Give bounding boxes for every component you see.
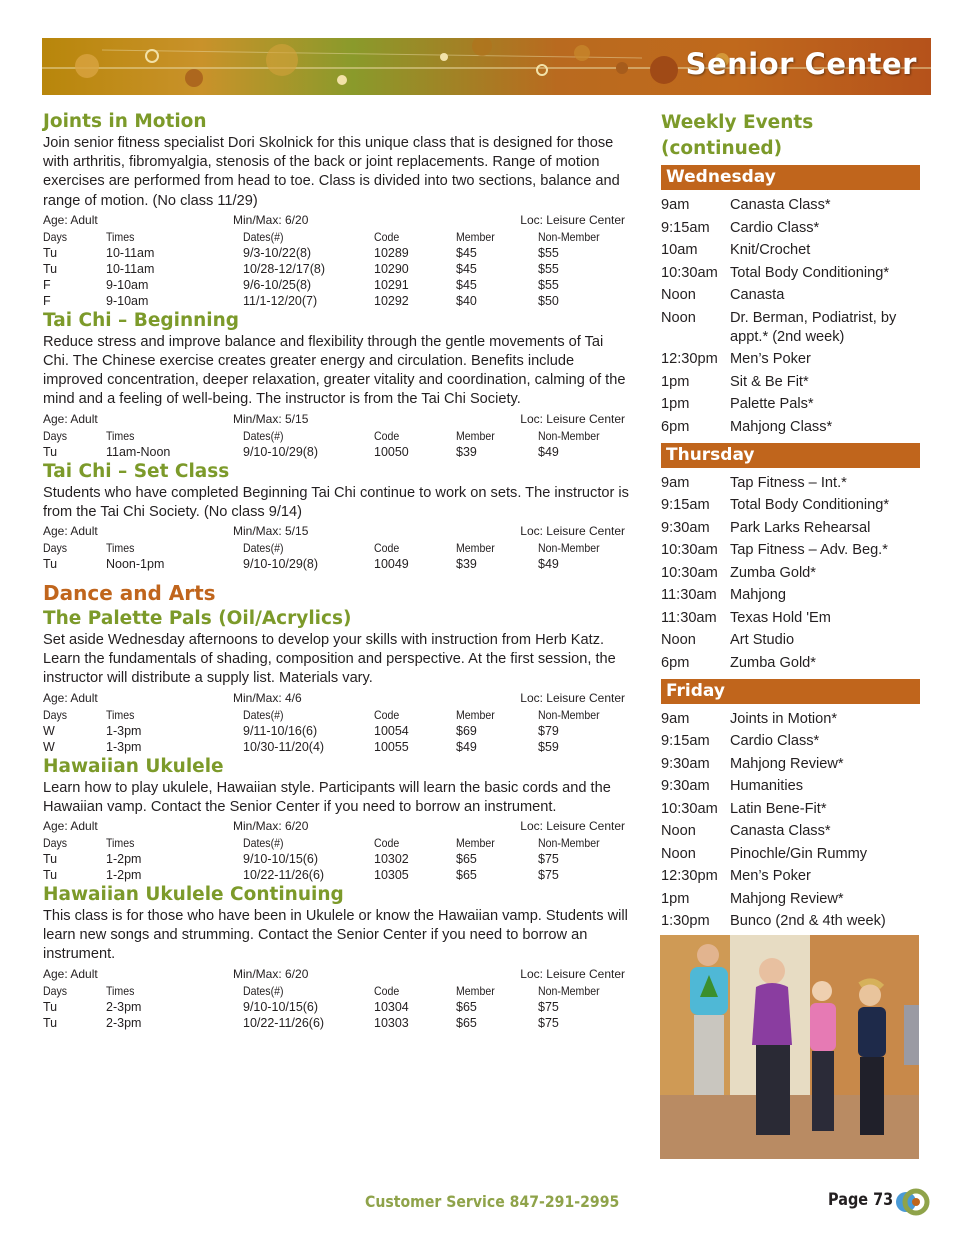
cell-times: 11am-Noon	[106, 444, 171, 459]
column-header-nonmember: Non-Member	[538, 707, 600, 722]
event-time: 10:30am	[661, 800, 718, 817]
course-description: This class is for those who have been in Ukulele or know the Hawaiian vamp. Students will learn new songs and strumming. Contact the Senior Center if you need to borrow an instrument.	[43, 908, 628, 963]
course-title: Tai Chi – Beginning	[43, 309, 240, 331]
course-location: Loc: Leisure Center	[520, 524, 625, 539]
column-header-dates: Dates(#)	[243, 428, 284, 443]
course-age: Age: Adult	[43, 524, 98, 539]
cell-nonmember: $75	[538, 1015, 559, 1030]
event-time: 1pm	[661, 890, 690, 907]
schedule-header-row	[43, 707, 633, 723]
cell-times: 1-3pm	[106, 723, 142, 738]
column-header-code: Code	[374, 541, 400, 556]
event-time: 9:30am	[661, 519, 710, 536]
cell-code: 10290	[374, 261, 409, 276]
event-name: Zumba Gold*	[730, 654, 816, 671]
course-listings	[43, 110, 633, 1031]
cell-member: $45	[456, 277, 477, 292]
cell-nonmember: $59	[538, 739, 559, 754]
column-header-nonmember: Non-Member	[538, 983, 600, 998]
event-name: Men’s Poker	[730, 868, 811, 884]
course-title: The Palette Pals (Oil/Acrylics)	[43, 608, 352, 630]
cell-dates: 9/10-10/15(6)	[243, 999, 319, 1014]
table-row	[43, 851, 633, 867]
table-row	[43, 739, 633, 755]
event-name: Art Studio	[730, 632, 795, 648]
cell-code: 10292	[374, 293, 409, 308]
event-name: Knit/Crochet	[730, 242, 811, 258]
cell-times: 9-10am	[106, 277, 149, 292]
cell-code: 10055	[374, 739, 409, 754]
course-age: Age: Adult	[43, 690, 98, 705]
event-name: Tap Fitness – Adv. Beg.*	[730, 542, 888, 558]
cell-member: $65	[456, 999, 477, 1014]
event-name: Men’s Poker	[730, 351, 811, 367]
event-time: 1pm	[661, 373, 690, 390]
cell-days: Tu	[43, 261, 58, 276]
cell-member: $45	[456, 245, 477, 260]
column-header-nonmember: Non-Member	[538, 541, 600, 556]
event-item	[661, 496, 920, 515]
cell-times: 10-11am	[106, 245, 155, 260]
table-row	[43, 999, 633, 1015]
event-time: 11:30am	[661, 587, 717, 603]
event-time: 9am	[661, 197, 690, 213]
cell-days: Tu	[43, 852, 58, 867]
cell-times: 2-3pm	[106, 999, 142, 1014]
event-time: Noon	[661, 287, 696, 303]
cell-nonmember: $55	[538, 261, 559, 276]
table-row	[43, 245, 633, 261]
event-time: 9am	[661, 710, 690, 727]
cell-code: 10302	[374, 852, 409, 867]
event-time: Noon	[661, 845, 696, 862]
event-item	[661, 286, 920, 305]
column-header-nonmember: Non-Member	[538, 836, 600, 851]
column-header-dates: Dates(#)	[243, 836, 284, 851]
cell-times: Noon-1pm	[106, 557, 165, 572]
event-name: Bunco (2nd & 4th week)	[730, 913, 886, 929]
event-item	[661, 350, 920, 369]
cell-nonmember: $55	[538, 277, 559, 292]
course-description: Join senior fitness specialist Dori Skolnick for this unique class that is designed for those with arthritis, fibromyalgia, stenosis of the back or joint replacements. Range of motion exercises are performed from head to toe. Class is divided into two sections, balance and range of motion. (No class 11/29)	[43, 135, 620, 209]
cell-code: 10303	[374, 1015, 409, 1030]
schedule-header-row	[43, 983, 633, 999]
course-min-max: Min/Max: 5/15	[233, 411, 309, 426]
course-block	[43, 460, 633, 572]
cell-dates: 11/1-12/20(7)	[243, 293, 318, 308]
cell-member: $65	[456, 1015, 477, 1030]
course-min-max: Min/Max: 4/6	[233, 690, 302, 705]
course-age: Age: Adult	[43, 819, 98, 834]
cell-member: $39	[456, 557, 477, 572]
cell-nonmember: $50	[538, 293, 559, 308]
course-description: Learn how to play ukulele, Hawaiian style. Participants will learn the basic cords and the Hawaiian vamp. Contact the Senior Center if you need to borrow an instrument.	[43, 779, 611, 815]
column-header-days: Days	[43, 428, 68, 443]
column-header-member: Member	[456, 541, 495, 556]
event-item	[661, 631, 920, 650]
column-header-days: Days	[43, 983, 68, 998]
cell-dates: 10/30-11/20(4)	[243, 739, 325, 754]
day-header-wednesday: Wednesday	[661, 165, 920, 190]
dancers-photo-illustration	[660, 935, 919, 1159]
event-item	[661, 196, 920, 215]
column-header-member: Member	[456, 836, 495, 851]
event-time: 10:30am	[661, 264, 718, 281]
course-age: Age: Adult	[43, 966, 98, 981]
course-block	[43, 607, 633, 755]
column-header-member: Member	[456, 707, 495, 722]
table-row	[43, 867, 633, 883]
cell-member: $40	[456, 293, 477, 308]
table-row	[43, 293, 633, 309]
cell-code: 10304	[374, 999, 409, 1014]
cell-days: W	[43, 723, 55, 738]
cell-dates: 10/22-11/26(6)	[243, 1015, 325, 1030]
cell-code: 10289	[374, 245, 409, 260]
cell-days: Tu	[43, 557, 58, 572]
event-item	[661, 418, 920, 437]
cell-days: Tu	[43, 444, 58, 459]
event-time: 9:15am	[661, 219, 710, 236]
event-name: Tap Fitness – Int.*	[730, 474, 847, 491]
course-block	[43, 883, 633, 1031]
cell-nonmember: $79	[538, 723, 559, 738]
event-name: Texas Hold 'Em	[730, 609, 831, 626]
column-header-dates: Dates(#)	[243, 541, 284, 556]
course-location: Loc: Leisure Center	[520, 819, 625, 834]
course-location: Loc: Leisure Center	[520, 966, 625, 981]
event-item	[661, 609, 920, 628]
event-item	[661, 800, 920, 819]
cell-dates: 9/11-10/16(6)	[243, 723, 318, 738]
event-item	[661, 755, 920, 774]
event-time: 9:15am	[661, 497, 710, 513]
course-meta	[43, 212, 633, 229]
cell-member: $65	[456, 852, 477, 867]
event-name: Sit & Be Fit*	[730, 373, 809, 390]
cell-days: Tu	[43, 868, 58, 883]
course-block	[43, 755, 633, 883]
cell-dates: 9/10-10/29(8)	[243, 444, 319, 459]
event-time: 6pm	[661, 654, 690, 671]
column-header-code: Code	[374, 836, 400, 851]
cell-days: Tu	[43, 1015, 58, 1030]
cell-code: 10054	[374, 723, 409, 738]
cell-times: 9-10am	[106, 293, 149, 308]
event-item	[661, 777, 920, 796]
event-name: Zumba Gold*	[730, 564, 816, 581]
course-location: Loc: Leisure Center	[520, 411, 625, 426]
event-item	[661, 654, 920, 673]
event-item	[661, 890, 920, 909]
cell-nonmember: $75	[538, 852, 559, 867]
column-header-times: Times	[106, 428, 135, 443]
event-time: 12:30pm	[661, 868, 718, 884]
column-header-days: Days	[43, 707, 68, 722]
event-item	[661, 564, 920, 583]
event-time: 10:30am	[661, 564, 718, 581]
event-time: 11:30am	[661, 609, 717, 626]
table-row	[43, 277, 633, 293]
banner-title: Senior Center	[685, 47, 917, 81]
course-meta	[43, 966, 633, 983]
column-header-times: Times	[106, 541, 135, 556]
cell-code: 10291	[374, 277, 409, 292]
event-item	[661, 912, 920, 931]
schedule-table	[43, 983, 633, 1031]
cell-member: $65	[456, 868, 477, 883]
cell-days: F	[43, 277, 51, 292]
course-location: Loc: Leisure Center	[520, 212, 625, 227]
schedule-table	[43, 540, 633, 572]
weekly-events	[661, 110, 920, 937]
cell-times: 2-3pm	[106, 1015, 142, 1030]
cell-code: 10305	[374, 868, 409, 883]
event-item	[661, 474, 920, 493]
event-name: Canasta Class*	[730, 823, 831, 839]
course-title: Joints in Motion	[43, 111, 207, 132]
event-name: Mahjong	[730, 587, 786, 603]
cell-times: 1-2pm	[106, 852, 142, 867]
event-time: 6pm	[661, 418, 690, 435]
schedule-table	[43, 835, 633, 883]
cell-code: 10050	[374, 444, 409, 459]
column-header-dates: Dates(#)	[243, 229, 284, 244]
event-list	[661, 474, 920, 673]
table-row	[43, 723, 633, 739]
cell-days: Tu	[43, 999, 58, 1014]
event-name: Total Body Conditioning*	[730, 497, 890, 513]
day-header-friday: Friday	[661, 679, 920, 704]
column-header-times: Times	[106, 836, 135, 851]
cell-days: F	[43, 293, 51, 308]
cell-nonmember: $75	[538, 868, 559, 883]
event-item	[661, 822, 920, 841]
cell-days: Tu	[43, 245, 58, 260]
course-age: Age: Adult	[43, 212, 98, 227]
cell-nonmember: $75	[538, 999, 559, 1014]
column-header-member: Member	[456, 983, 495, 998]
schedule-header-row	[43, 835, 633, 851]
course-meta	[43, 690, 633, 707]
course-title: Tai Chi – Set Class	[43, 460, 230, 482]
event-item	[661, 373, 920, 392]
column-header-dates: Dates(#)	[243, 983, 284, 998]
cell-nonmember: $49	[538, 444, 559, 459]
table-row	[43, 1015, 633, 1031]
event-time: 9am	[661, 474, 690, 491]
event-item	[661, 867, 920, 886]
event-name: Mahjong Review*	[730, 755, 844, 772]
cell-dates: 9/10-10/15(6)	[243, 852, 319, 867]
event-time: Noon	[661, 632, 696, 648]
cell-times: 1-2pm	[106, 868, 142, 883]
course-title: Hawaiian Ukulele	[43, 755, 224, 777]
event-name: Palette Pals*	[730, 396, 814, 412]
cell-dates: 10/28-12/17(8)	[243, 261, 326, 276]
page-number: Page 73	[828, 1190, 894, 1210]
column-header-dates: Dates(#)	[243, 707, 284, 722]
course-meta	[43, 411, 633, 428]
column-header-member: Member	[456, 428, 495, 443]
column-header-days: Days	[43, 836, 68, 851]
cell-dates: 9/3-10/22(8)	[243, 245, 312, 260]
schedule-table	[43, 707, 633, 755]
event-name: Park Larks Rehearsal	[730, 519, 871, 536]
cell-nonmember: $55	[538, 245, 559, 260]
course-min-max: Min/Max: 6/20	[233, 212, 309, 227]
column-header-days: Days	[43, 541, 68, 556]
event-name: Latin Bene-Fit*	[730, 800, 827, 817]
cell-times: 10-11am	[106, 261, 155, 276]
header-banner	[42, 38, 931, 95]
event-time: 9:30am	[661, 778, 710, 794]
event-item	[661, 219, 920, 238]
schedule-table	[43, 229, 633, 309]
cell-member: $39	[456, 444, 477, 459]
event-name: Mahjong Class*	[730, 418, 833, 435]
customer-service-phone: Customer Service 847-291-2995	[365, 1192, 620, 1211]
day-header-thursday: Thursday	[661, 443, 920, 468]
event-name: Total Body Conditioning*	[730, 264, 890, 281]
course-min-max: Min/Max: 6/20	[233, 966, 309, 981]
column-header-code: Code	[374, 983, 400, 998]
course-location: Loc: Leisure Center	[520, 690, 625, 705]
cell-dates: 10/22-11/26(6)	[243, 868, 325, 883]
column-header-code: Code	[374, 428, 400, 443]
event-item	[661, 710, 920, 729]
event-item	[661, 395, 920, 414]
schedule-header-row	[43, 540, 633, 556]
event-name: Mahjong Review*	[730, 890, 844, 907]
table-row	[43, 556, 633, 572]
event-time: 1:30pm	[661, 913, 710, 929]
course-block	[43, 110, 633, 309]
event-item	[661, 586, 920, 605]
cell-nonmember: $49	[538, 557, 559, 572]
column-header-member: Member	[456, 229, 495, 244]
event-name: Pinochle/Gin Rummy	[730, 845, 868, 862]
course-block	[43, 309, 633, 460]
table-row	[43, 444, 633, 460]
event-name: Joints in Motion*	[730, 710, 838, 727]
event-name: Cardio Class*	[730, 219, 820, 236]
event-time: 12:30pm	[661, 351, 718, 367]
course-description: Set aside Wednesday afternoons to develop your skills with instruction from Herb Katz. Learn the fundamentals of shading, composition and perspective. At the first session, the instructor will distribute a supply list. Materials vary.	[43, 632, 616, 687]
dancers-photo	[660, 935, 919, 1159]
cell-days: W	[43, 739, 55, 754]
event-item	[661, 732, 920, 751]
event-time: 9:15am	[661, 733, 710, 749]
column-header-nonmember: Non-Member	[538, 229, 600, 244]
course-meta	[43, 523, 633, 540]
event-list	[661, 196, 920, 437]
column-header-code: Code	[374, 229, 400, 244]
column-header-times: Times	[106, 229, 135, 244]
event-item	[661, 309, 920, 347]
cell-times: 1-3pm	[106, 739, 142, 754]
schedule-table	[43, 428, 633, 460]
event-time: 1pm	[661, 396, 690, 412]
swirl-logo-icon	[892, 1186, 932, 1218]
event-name: Canasta Class*	[730, 197, 831, 213]
event-list	[661, 710, 920, 932]
event-item	[661, 264, 920, 283]
course-meta	[43, 818, 633, 835]
event-name: Dr. Berman, Podiatrist, by appt.* (2nd week)	[730, 309, 897, 345]
event-item	[661, 519, 920, 538]
schedule-header-row	[43, 229, 633, 245]
event-name: Canasta	[730, 287, 785, 303]
event-item	[661, 845, 920, 864]
event-time: 9:30am	[661, 755, 710, 772]
column-header-code: Code	[374, 707, 400, 722]
event-time: Noon	[661, 823, 696, 839]
course-description: Reduce stress and improve balance and flexibility through the gentle movements of Tai Chi. The Chinese exercise creates greater energy and circulation. Benefits include improved concentration, deeper relaxation, greater vitality and coordination, calming of the mind and a feeling of well-being. The instructor is from the Tai Chi Society.	[43, 333, 626, 408]
event-name: Cardio Class*	[730, 733, 820, 749]
table-row	[43, 261, 633, 277]
column-header-times: Times	[106, 707, 135, 722]
event-item	[661, 241, 920, 260]
event-item	[661, 541, 920, 560]
event-time: 10am	[661, 242, 698, 258]
column-header-times: Times	[106, 983, 135, 998]
course-title: Hawaiian Ukulele Continuing	[43, 884, 344, 906]
cell-dates: 9/10-10/29(8)	[243, 557, 319, 572]
schedule-header-row	[43, 428, 633, 444]
course-min-max: Min/Max: 6/20	[233, 819, 309, 834]
event-time: Noon	[661, 309, 696, 326]
course-description: Students who have completed Beginning Tai Chi continue to work on sets. The instructor is from the Tai Chi Society. (No class 9/14)	[43, 484, 629, 520]
cell-member: $69	[456, 723, 477, 738]
cell-code: 10049	[374, 557, 409, 572]
section-heading-dance-arts: Dance and Arts	[43, 581, 216, 606]
cell-member: $45	[456, 261, 477, 276]
course-min-max: Min/Max: 5/15	[233, 524, 309, 539]
weekly-events-title: Weekly Events (continued)	[661, 112, 814, 159]
event-time: 10:30am	[661, 542, 718, 558]
cell-dates: 9/6-10/25(8)	[243, 277, 312, 292]
event-name: Humanities	[730, 778, 803, 794]
column-header-nonmember: Non-Member	[538, 428, 600, 443]
cell-member: $49	[456, 739, 477, 754]
course-age: Age: Adult	[43, 411, 98, 426]
column-header-days: Days	[43, 229, 68, 244]
